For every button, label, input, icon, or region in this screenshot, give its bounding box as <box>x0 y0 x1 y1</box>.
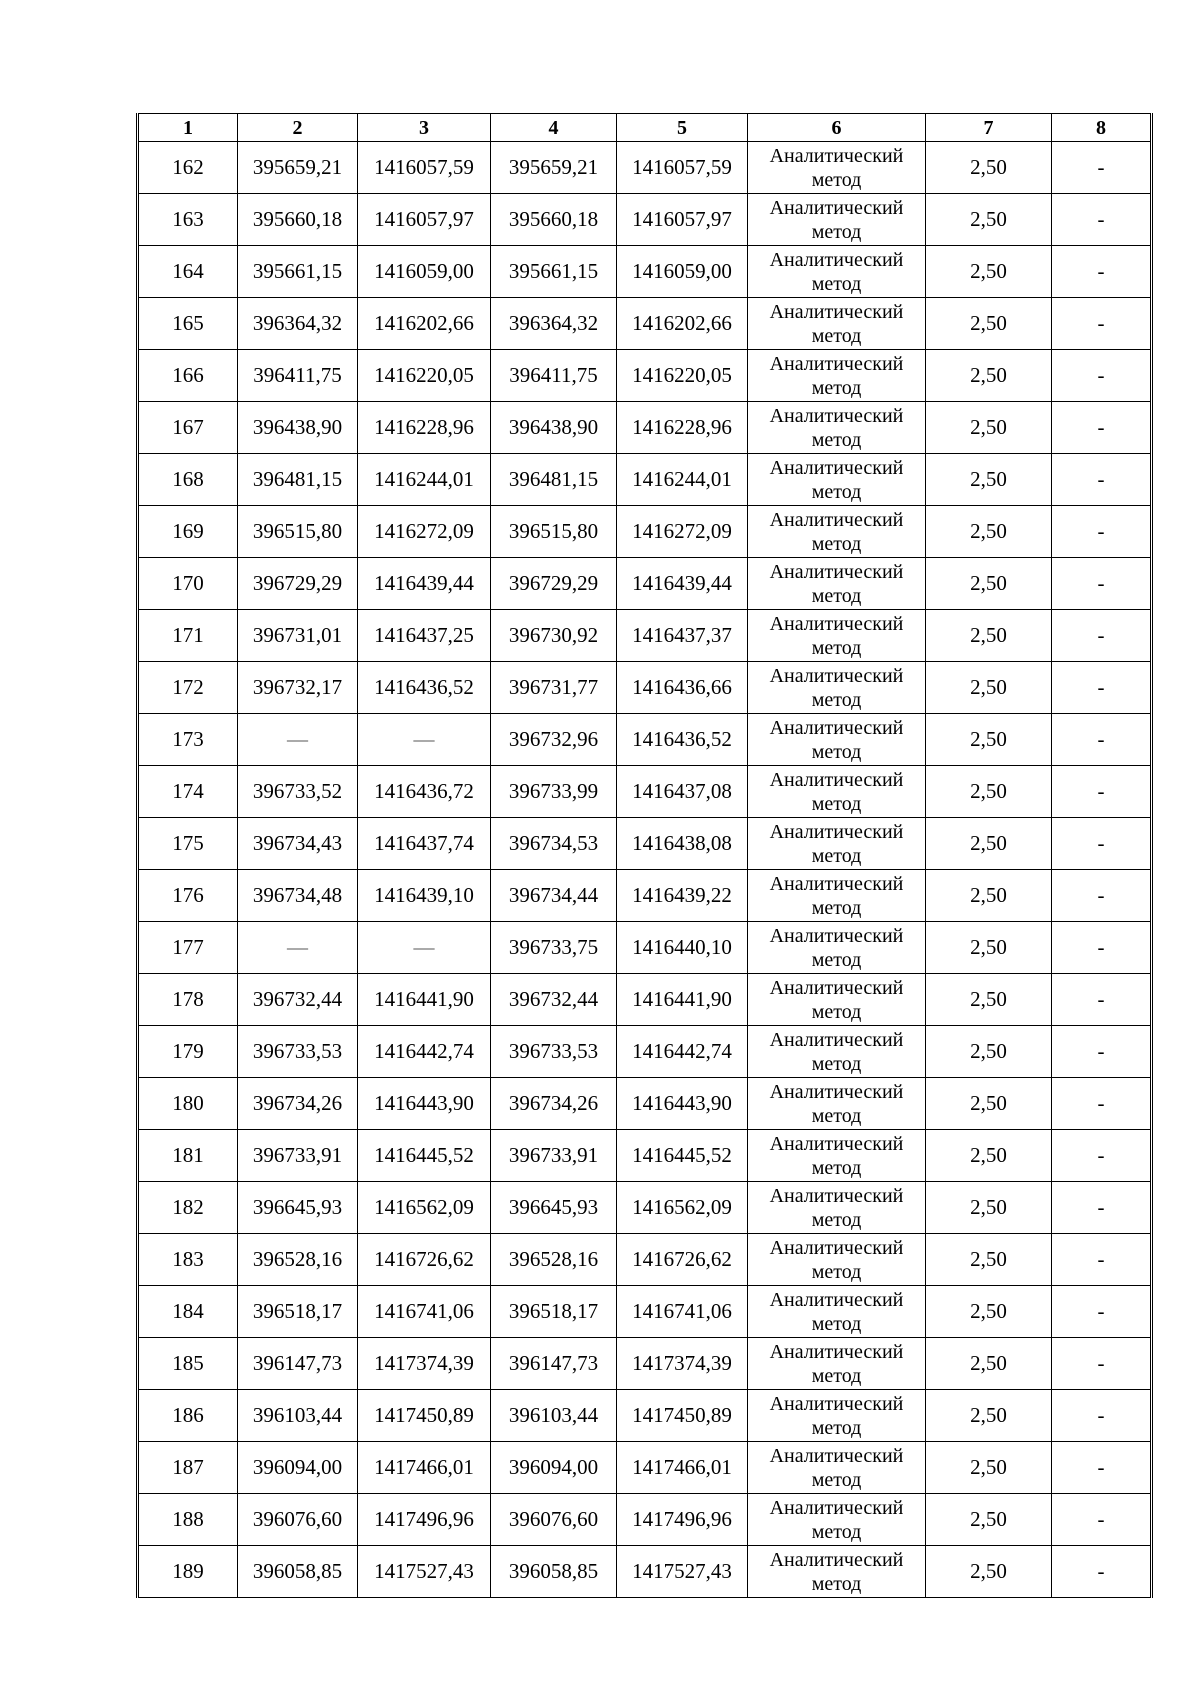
accuracy-cell: 2,50 <box>926 506 1052 558</box>
refined-x-cell: 396733,99 <box>491 766 617 818</box>
accuracy-cell: 2,50 <box>926 610 1052 662</box>
accuracy-cell: 2,50 <box>926 1442 1052 1494</box>
refined-x-cell: 396411,75 <box>491 350 617 402</box>
method-cell: Аналитический метод <box>748 1078 926 1130</box>
existing-x-cell: 395660,18 <box>238 194 358 246</box>
existing-y-cell: 1416436,52 <box>358 662 491 714</box>
table-row <box>138 506 1152 558</box>
point-number-cell: 186 <box>138 1390 238 1442</box>
accuracy-cell: 2,50 <box>926 350 1052 402</box>
refined-y-cell: 1416443,90 <box>617 1078 748 1130</box>
point-number-cell: 163 <box>138 194 238 246</box>
existing-y-cell: 1416726,62 <box>358 1234 491 1286</box>
note-cell: - <box>1052 1390 1152 1442</box>
accuracy-cell: 2,50 <box>926 298 1052 350</box>
accuracy-cell: 2,50 <box>926 714 1052 766</box>
refined-x-cell: 395659,21 <box>491 142 617 194</box>
existing-y-cell: 1417527,43 <box>358 1546 491 1598</box>
existing-x-cell: 396734,48 <box>238 870 358 922</box>
note-cell: - <box>1052 974 1152 1026</box>
table-row <box>138 766 1152 818</box>
existing-x-cell: 396528,16 <box>238 1234 358 1286</box>
note-cell: - <box>1052 1182 1152 1234</box>
existing-x-cell: 396515,80 <box>238 506 358 558</box>
point-number-cell: 170 <box>138 558 238 610</box>
refined-y-cell: 1416442,74 <box>617 1026 748 1078</box>
table-row <box>138 454 1152 506</box>
header-col-2: 2 <box>238 114 358 142</box>
header-col-8: 8 <box>1052 114 1152 142</box>
table-row <box>138 974 1152 1026</box>
point-number-cell: 176 <box>138 870 238 922</box>
note-cell: - <box>1052 246 1152 298</box>
coordinates-table-container <box>136 113 1150 1598</box>
refined-y-cell: 1417374,39 <box>617 1338 748 1390</box>
point-number-cell: 179 <box>138 1026 238 1078</box>
existing-x-cell: 396147,73 <box>238 1338 358 1390</box>
accuracy-cell: 2,50 <box>926 558 1052 610</box>
refined-x-cell: 396732,96 <box>491 714 617 766</box>
table-row <box>138 922 1152 974</box>
note-cell: - <box>1052 1494 1152 1546</box>
method-cell: Аналитический метод <box>748 142 926 194</box>
existing-y-cell: 1416741,06 <box>358 1286 491 1338</box>
existing-x-cell: 396734,43 <box>238 818 358 870</box>
refined-x-cell: 396731,77 <box>491 662 617 714</box>
point-number-cell: 164 <box>138 246 238 298</box>
refined-y-cell: 1416445,52 <box>617 1130 748 1182</box>
table-row <box>138 194 1152 246</box>
note-cell: - <box>1052 610 1152 662</box>
method-cell: Аналитический метод <box>748 1338 926 1390</box>
header-col-3: 3 <box>358 114 491 142</box>
refined-y-cell: 1416437,08 <box>617 766 748 818</box>
method-cell: Аналитический метод <box>748 1286 926 1338</box>
existing-y-cell: 1416220,05 <box>358 350 491 402</box>
existing-x-cell: 396729,29 <box>238 558 358 610</box>
accuracy-cell: 2,50 <box>926 662 1052 714</box>
table-row <box>138 246 1152 298</box>
note-cell: - <box>1052 402 1152 454</box>
point-number-cell: 169 <box>138 506 238 558</box>
accuracy-cell: 2,50 <box>926 870 1052 922</box>
refined-y-cell: 1416220,05 <box>617 350 748 402</box>
refined-x-cell: 396733,53 <box>491 1026 617 1078</box>
accuracy-cell: 2,50 <box>926 1234 1052 1286</box>
existing-x-cell: — <box>238 714 358 766</box>
point-number-cell: 173 <box>138 714 238 766</box>
method-cell: Аналитический метод <box>748 922 926 974</box>
table-row <box>138 1026 1152 1078</box>
table-row <box>138 142 1152 194</box>
existing-y-cell: 1416439,44 <box>358 558 491 610</box>
existing-x-cell: 396731,01 <box>238 610 358 662</box>
existing-x-cell: 396058,85 <box>238 1546 358 1598</box>
method-cell: Аналитический метод <box>748 454 926 506</box>
note-cell: - <box>1052 142 1152 194</box>
table-body <box>138 142 1152 1598</box>
method-cell: Аналитический метод <box>748 1234 926 1286</box>
point-number-cell: 182 <box>138 1182 238 1234</box>
refined-x-cell: 396733,75 <box>491 922 617 974</box>
point-number-cell: 162 <box>138 142 238 194</box>
note-cell: - <box>1052 1234 1152 1286</box>
note-cell: - <box>1052 1546 1152 1598</box>
refined-x-cell: 396528,16 <box>491 1234 617 1286</box>
refined-y-cell: 1416436,52 <box>617 714 748 766</box>
existing-y-cell: 1416439,10 <box>358 870 491 922</box>
method-cell: Аналитический метод <box>748 662 926 714</box>
refined-x-cell: 396058,85 <box>491 1546 617 1598</box>
existing-y-cell: 1416436,72 <box>358 766 491 818</box>
existing-y-cell: 1416562,09 <box>358 1182 491 1234</box>
point-number-cell: 187 <box>138 1442 238 1494</box>
accuracy-cell: 2,50 <box>926 142 1052 194</box>
method-cell: Аналитический метод <box>748 298 926 350</box>
header-row <box>138 114 1152 142</box>
method-cell: Аналитический метод <box>748 870 926 922</box>
refined-x-cell: 396364,32 <box>491 298 617 350</box>
method-cell: Аналитический метод <box>748 1442 926 1494</box>
refined-x-cell: 396729,29 <box>491 558 617 610</box>
existing-y-cell: 1416437,74 <box>358 818 491 870</box>
existing-x-cell: 396076,60 <box>238 1494 358 1546</box>
existing-x-cell: 396481,15 <box>238 454 358 506</box>
point-number-cell: 180 <box>138 1078 238 1130</box>
note-cell: - <box>1052 1078 1152 1130</box>
refined-y-cell: 1416439,22 <box>617 870 748 922</box>
method-cell: Аналитический метод <box>748 1130 926 1182</box>
refined-y-cell: 1416441,90 <box>617 974 748 1026</box>
table-row <box>138 870 1152 922</box>
existing-y-cell: 1417450,89 <box>358 1390 491 1442</box>
refined-x-cell: 396730,92 <box>491 610 617 662</box>
refined-y-cell: 1416562,09 <box>617 1182 748 1234</box>
existing-y-cell: — <box>358 922 491 974</box>
accuracy-cell: 2,50 <box>926 454 1052 506</box>
accuracy-cell: 2,50 <box>926 194 1052 246</box>
existing-x-cell: 396103,44 <box>238 1390 358 1442</box>
existing-x-cell: 396411,75 <box>238 350 358 402</box>
note-cell: - <box>1052 1442 1152 1494</box>
refined-x-cell: 396481,15 <box>491 454 617 506</box>
refined-x-cell: 396734,53 <box>491 818 617 870</box>
method-cell: Аналитический метод <box>748 350 926 402</box>
header-col-5: 5 <box>617 114 748 142</box>
refined-x-cell: 396734,26 <box>491 1078 617 1130</box>
existing-y-cell: 1416244,01 <box>358 454 491 506</box>
note-cell: - <box>1052 454 1152 506</box>
header-col-7: 7 <box>926 114 1052 142</box>
note-cell: - <box>1052 298 1152 350</box>
point-number-cell: 167 <box>138 402 238 454</box>
accuracy-cell: 2,50 <box>926 766 1052 818</box>
note-cell: - <box>1052 194 1152 246</box>
refined-y-cell: 1417450,89 <box>617 1390 748 1442</box>
method-cell: Аналитический метод <box>748 1026 926 1078</box>
refined-x-cell: 396734,44 <box>491 870 617 922</box>
table-row <box>138 402 1152 454</box>
table-row <box>138 350 1152 402</box>
refined-x-cell: 396515,80 <box>491 506 617 558</box>
existing-y-cell: 1416228,96 <box>358 402 491 454</box>
table-row <box>138 558 1152 610</box>
note-cell: - <box>1052 1286 1152 1338</box>
accuracy-cell: 2,50 <box>926 1494 1052 1546</box>
refined-y-cell: 1416741,06 <box>617 1286 748 1338</box>
note-cell: - <box>1052 506 1152 558</box>
refined-y-cell: 1416726,62 <box>617 1234 748 1286</box>
accuracy-cell: 2,50 <box>926 818 1052 870</box>
accuracy-cell: 2,50 <box>926 1286 1052 1338</box>
existing-x-cell: 396094,00 <box>238 1442 358 1494</box>
note-cell: - <box>1052 922 1152 974</box>
table-row <box>138 1286 1152 1338</box>
method-cell: Аналитический метод <box>748 194 926 246</box>
point-number-cell: 184 <box>138 1286 238 1338</box>
table-row <box>138 1234 1152 1286</box>
method-cell: Аналитический метод <box>748 506 926 558</box>
point-number-cell: 177 <box>138 922 238 974</box>
existing-y-cell: 1416202,66 <box>358 298 491 350</box>
point-number-cell: 168 <box>138 454 238 506</box>
refined-y-cell: 1416440,10 <box>617 922 748 974</box>
point-number-cell: 165 <box>138 298 238 350</box>
accuracy-cell: 2,50 <box>926 1338 1052 1390</box>
table-row <box>138 1078 1152 1130</box>
note-cell: - <box>1052 870 1152 922</box>
existing-y-cell: — <box>358 714 491 766</box>
method-cell: Аналитический метод <box>748 558 926 610</box>
existing-y-cell: 1416445,52 <box>358 1130 491 1182</box>
refined-x-cell: 396733,91 <box>491 1130 617 1182</box>
existing-x-cell: — <box>238 922 358 974</box>
refined-y-cell: 1416439,44 <box>617 558 748 610</box>
refined-x-cell: 396147,73 <box>491 1338 617 1390</box>
existing-x-cell: 396733,53 <box>238 1026 358 1078</box>
table-row <box>138 298 1152 350</box>
note-cell: - <box>1052 662 1152 714</box>
refined-x-cell: 396518,17 <box>491 1286 617 1338</box>
existing-y-cell: 1416272,09 <box>358 506 491 558</box>
point-number-cell: 181 <box>138 1130 238 1182</box>
existing-x-cell: 396364,32 <box>238 298 358 350</box>
point-number-cell: 188 <box>138 1494 238 1546</box>
table-row <box>138 1442 1152 1494</box>
point-number-cell: 166 <box>138 350 238 402</box>
table-row <box>138 818 1152 870</box>
note-cell: - <box>1052 766 1152 818</box>
point-number-cell: 171 <box>138 610 238 662</box>
accuracy-cell: 2,50 <box>926 974 1052 1026</box>
existing-x-cell: 396734,26 <box>238 1078 358 1130</box>
existing-x-cell: 396733,91 <box>238 1130 358 1182</box>
existing-x-cell: 395661,15 <box>238 246 358 298</box>
existing-y-cell: 1417374,39 <box>358 1338 491 1390</box>
existing-y-cell: 1416057,97 <box>358 194 491 246</box>
existing-x-cell: 396438,90 <box>238 402 358 454</box>
note-cell: - <box>1052 350 1152 402</box>
accuracy-cell: 2,50 <box>926 1546 1052 1598</box>
method-cell: Аналитический метод <box>748 402 926 454</box>
method-cell: Аналитический метод <box>748 818 926 870</box>
method-cell: Аналитический метод <box>748 1546 926 1598</box>
existing-y-cell: 1417496,96 <box>358 1494 491 1546</box>
existing-x-cell: 396645,93 <box>238 1182 358 1234</box>
table-header <box>138 114 1152 142</box>
table-row <box>138 714 1152 766</box>
accuracy-cell: 2,50 <box>926 922 1052 974</box>
existing-y-cell: 1417466,01 <box>358 1442 491 1494</box>
header-col-4: 4 <box>491 114 617 142</box>
point-number-cell: 189 <box>138 1546 238 1598</box>
method-cell: Аналитический метод <box>748 610 926 662</box>
existing-y-cell: 1416441,90 <box>358 974 491 1026</box>
table-row <box>138 1390 1152 1442</box>
refined-x-cell: 395661,15 <box>491 246 617 298</box>
header-col-1: 1 <box>138 114 238 142</box>
note-cell: - <box>1052 1130 1152 1182</box>
refined-y-cell: 1416437,37 <box>617 610 748 662</box>
refined-x-cell: 396732,44 <box>491 974 617 1026</box>
refined-x-cell: 395660,18 <box>491 194 617 246</box>
note-cell: - <box>1052 1026 1152 1078</box>
existing-y-cell: 1416437,25 <box>358 610 491 662</box>
note-cell: - <box>1052 818 1152 870</box>
existing-x-cell: 396732,17 <box>238 662 358 714</box>
note-cell: - <box>1052 558 1152 610</box>
existing-x-cell: 396518,17 <box>238 1286 358 1338</box>
method-cell: Аналитический метод <box>748 714 926 766</box>
refined-y-cell: 1416436,66 <box>617 662 748 714</box>
refined-x-cell: 396438,90 <box>491 402 617 454</box>
method-cell: Аналитический метод <box>748 766 926 818</box>
table-row <box>138 1338 1152 1390</box>
accuracy-cell: 2,50 <box>926 402 1052 454</box>
refined-x-cell: 396645,93 <box>491 1182 617 1234</box>
method-cell: Аналитический метод <box>748 1390 926 1442</box>
note-cell: - <box>1052 714 1152 766</box>
refined-x-cell: 396094,00 <box>491 1442 617 1494</box>
point-number-cell: 174 <box>138 766 238 818</box>
accuracy-cell: 2,50 <box>926 1130 1052 1182</box>
existing-x-cell: 396733,52 <box>238 766 358 818</box>
refined-y-cell: 1417496,96 <box>617 1494 748 1546</box>
accuracy-cell: 2,50 <box>926 1390 1052 1442</box>
refined-y-cell: 1416202,66 <box>617 298 748 350</box>
header-col-6: 6 <box>748 114 926 142</box>
point-number-cell: 185 <box>138 1338 238 1390</box>
method-cell: Аналитический метод <box>748 246 926 298</box>
existing-x-cell: 395659,21 <box>238 142 358 194</box>
refined-y-cell: 1416059,00 <box>617 246 748 298</box>
accuracy-cell: 2,50 <box>926 1026 1052 1078</box>
accuracy-cell: 2,50 <box>926 1078 1052 1130</box>
accuracy-cell: 2,50 <box>926 246 1052 298</box>
refined-y-cell: 1416057,97 <box>617 194 748 246</box>
table-row <box>138 610 1152 662</box>
accuracy-cell: 2,50 <box>926 1182 1052 1234</box>
existing-y-cell: 1416443,90 <box>358 1078 491 1130</box>
point-number-cell: 175 <box>138 818 238 870</box>
table-row <box>138 1546 1152 1598</box>
refined-y-cell: 1417466,01 <box>617 1442 748 1494</box>
method-cell: Аналитический метод <box>748 974 926 1026</box>
refined-y-cell: 1416272,09 <box>617 506 748 558</box>
table-row <box>138 1182 1152 1234</box>
refined-y-cell: 1416438,08 <box>617 818 748 870</box>
refined-y-cell: 1416244,01 <box>617 454 748 506</box>
refined-y-cell: 1416228,96 <box>617 402 748 454</box>
refined-y-cell: 1417527,43 <box>617 1546 748 1598</box>
refined-x-cell: 396103,44 <box>491 1390 617 1442</box>
refined-y-cell: 1416057,59 <box>617 142 748 194</box>
coordinates-table <box>136 113 1153 1598</box>
existing-y-cell: 1416442,74 <box>358 1026 491 1078</box>
existing-y-cell: 1416059,00 <box>358 246 491 298</box>
existing-y-cell: 1416057,59 <box>358 142 491 194</box>
table-row <box>138 662 1152 714</box>
point-number-cell: 178 <box>138 974 238 1026</box>
refined-x-cell: 396076,60 <box>491 1494 617 1546</box>
point-number-cell: 172 <box>138 662 238 714</box>
note-cell: - <box>1052 1338 1152 1390</box>
existing-x-cell: 396732,44 <box>238 974 358 1026</box>
method-cell: Аналитический метод <box>748 1494 926 1546</box>
method-cell: Аналитический метод <box>748 1182 926 1234</box>
table-row <box>138 1130 1152 1182</box>
table-row <box>138 1494 1152 1546</box>
point-number-cell: 183 <box>138 1234 238 1286</box>
